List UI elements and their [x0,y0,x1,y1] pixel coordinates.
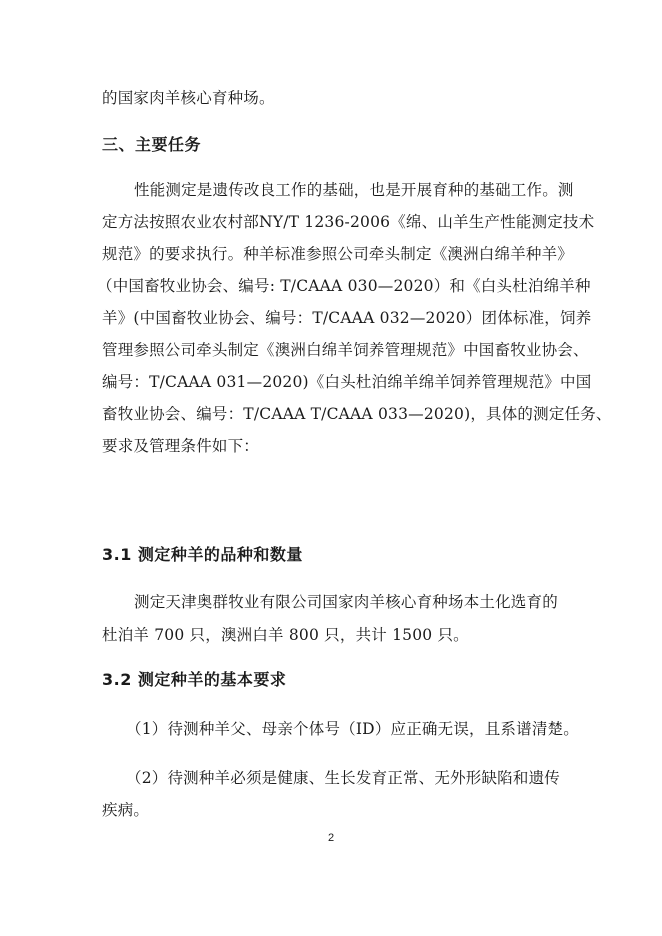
paragraph-line: （2）待测种羊必须是健康、生长发育正常、无外形缺陷和遗传 [126,769,560,787]
intro-tail-line: 的国家肉羊核心育种场。 [102,89,275,107]
paragraph-line: 羊》(中国畜牧业协会、编号：T/CAAA 032—2020）团体标准，饲养 [102,309,592,327]
paragraph-line: 编号：T/CAAA 031—2020)《白头杜泊绵羊绵羊饲养管理规范》中国 [102,373,592,391]
section-3-1-title: 3.1 测定种羊的品种和数量 [102,545,303,564]
page-number: 2 [327,832,335,844]
section-3-2-title: 3.2 测定种羊的基本要求 [102,670,287,689]
paragraph-line: 管理参照公司牵头制定《澳洲白绵羊饲养管理规范》中国畜牧业协会、 [102,341,589,359]
paragraph-line: （中国畜牧业协会、编号: T/CAAA 030—2020）和《白头杜泊绵羊种 [97,277,591,295]
requirement-item-1: （1）待测种羊父、母亲个体号（ID）应正确无误，且系谱清楚。 [126,720,579,738]
paragraph-line: 杜泊羊 700 只，澳洲白羊 800 只，共计 1500 只。 [102,626,469,644]
paragraph-line: 要求及管理条件如下： [102,437,260,455]
section-3-title: 三、主要任务 [102,135,202,154]
paragraph-line: 测定天津奥群牧业有限公司国家肉羊核心育种场本土化选育的 [134,593,558,611]
paragraph-line: 疾病。 [102,801,150,819]
paragraph-line: 畜牧业协会、编号：T/CAAA T/CAAA 033—2020)，具体的测定任务、 [102,405,612,423]
paragraph-line: 定方法按照农业农村部NY/T 1236-2006《绵、山羊生产性能测定技术 [102,213,595,231]
paragraph-line: 规范》的要求执行。种羊标准参照公司牵头制定《澳洲白绵羊种羊》 [102,245,574,263]
paragraph-line: 性能测定是遗传改良工作的基础，也是开展育种的基础工作。测 [134,181,574,199]
